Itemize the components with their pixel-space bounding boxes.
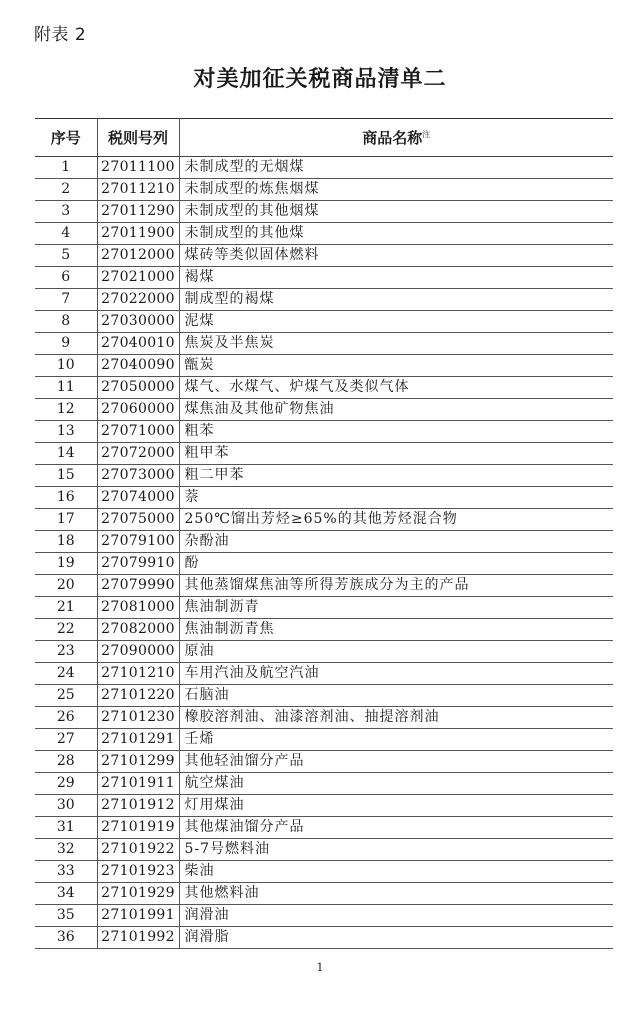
row-tariff-code: 27101929 xyxy=(97,883,179,905)
row-seq: 35 xyxy=(35,905,97,927)
row-tariff-code: 27101992 xyxy=(97,927,179,949)
row-tariff-code: 27040010 xyxy=(97,333,179,355)
row-seq: 30 xyxy=(35,795,97,817)
table-row xyxy=(35,531,613,553)
row-tariff-code: 27090000 xyxy=(97,641,179,663)
table-row xyxy=(35,157,613,179)
row-product-name: 泥煤 xyxy=(179,311,613,333)
table-row xyxy=(35,641,613,663)
row-seq: 21 xyxy=(35,597,97,619)
row-seq: 15 xyxy=(35,465,97,487)
table-row xyxy=(35,245,613,267)
row-product-name: 未制成型的无烟煤 xyxy=(179,157,613,179)
row-tariff-code: 27101299 xyxy=(97,751,179,773)
table-row xyxy=(35,509,613,531)
row-product-name: 原油 xyxy=(179,641,613,663)
row-tariff-code: 27011210 xyxy=(97,179,179,201)
table-row xyxy=(35,179,613,201)
row-product-name: 250℃馏出芳烃≥65%的其他芳烃混合物 xyxy=(179,509,613,531)
row-product-name: 粗苯 xyxy=(179,421,613,443)
header-seq: 序号 xyxy=(35,119,97,157)
row-tariff-code: 27101291 xyxy=(97,729,179,751)
row-product-name: 润滑脂 xyxy=(179,927,613,949)
row-seq: 19 xyxy=(35,553,97,575)
appendix-label: 附表 2 xyxy=(34,25,87,45)
row-tariff-code: 27022000 xyxy=(97,289,179,311)
row-product-name: 未制成型的其他烟煤 xyxy=(179,201,613,223)
row-seq: 4 xyxy=(35,223,97,245)
row-seq: 27 xyxy=(35,729,97,751)
row-seq: 2 xyxy=(35,179,97,201)
row-product-name: 车用汽油及航空汽油 xyxy=(179,663,613,685)
row-seq: 26 xyxy=(35,707,97,729)
row-seq: 36 xyxy=(35,927,97,949)
table-row xyxy=(35,707,613,729)
row-tariff-code: 27101923 xyxy=(97,861,179,883)
row-seq: 31 xyxy=(35,817,97,839)
row-product-name: 润滑油 xyxy=(179,905,613,927)
row-product-name: 制成型的褐煤 xyxy=(179,289,613,311)
table-row xyxy=(35,663,613,685)
table-body xyxy=(35,157,613,949)
row-seq: 11 xyxy=(35,377,97,399)
row-tariff-code: 27079910 xyxy=(97,553,179,575)
row-tariff-code: 27075000 xyxy=(97,509,179,531)
row-seq: 25 xyxy=(35,685,97,707)
table-row xyxy=(35,465,613,487)
table-row xyxy=(35,597,613,619)
row-tariff-code: 27101991 xyxy=(97,905,179,927)
row-product-name: 杂酚油 xyxy=(179,531,613,553)
table-row xyxy=(35,553,613,575)
row-product-name: 石脑油 xyxy=(179,685,613,707)
page-number: 1 xyxy=(316,961,324,974)
table-row xyxy=(35,795,613,817)
row-seq: 10 xyxy=(35,355,97,377)
row-product-name: 焦油制沥青 xyxy=(179,597,613,619)
row-product-name: 壬烯 xyxy=(179,729,613,751)
table-row xyxy=(35,377,613,399)
row-seq: 20 xyxy=(35,575,97,597)
table-header-row xyxy=(35,119,613,157)
header-name-text: 商品名称 xyxy=(362,129,423,147)
table-row xyxy=(35,223,613,245)
row-seq: 6 xyxy=(35,267,97,289)
row-tariff-code: 27040090 xyxy=(97,355,179,377)
table-row xyxy=(35,927,613,949)
row-product-name: 焦炭及半焦炭 xyxy=(179,333,613,355)
row-product-name: 5-7号燃料油 xyxy=(179,839,613,861)
row-product-name: 柴油 xyxy=(179,861,613,883)
row-seq: 22 xyxy=(35,619,97,641)
row-seq: 17 xyxy=(35,509,97,531)
table-row xyxy=(35,443,613,465)
table-row xyxy=(35,575,613,597)
row-seq: 29 xyxy=(35,773,97,795)
row-tariff-code: 27079990 xyxy=(97,575,179,597)
row-tariff-code: 27079100 xyxy=(97,531,179,553)
row-tariff-code: 27060000 xyxy=(97,399,179,421)
row-seq: 24 xyxy=(35,663,97,685)
row-product-name: 未制成型的其他煤 xyxy=(179,223,613,245)
row-seq: 34 xyxy=(35,883,97,905)
row-product-name: 未制成型的炼焦烟煤 xyxy=(179,179,613,201)
table-row xyxy=(35,267,613,289)
row-tariff-code: 27071000 xyxy=(97,421,179,443)
row-product-name: 其他燃料油 xyxy=(179,883,613,905)
row-tariff-code: 27072000 xyxy=(97,443,179,465)
row-product-name: 灯用煤油 xyxy=(179,795,613,817)
row-tariff-code: 27011100 xyxy=(97,157,179,179)
row-product-name: 其他煤油馏分产品 xyxy=(179,817,613,839)
row-seq: 18 xyxy=(35,531,97,553)
table-row xyxy=(35,751,613,773)
row-tariff-code: 27101919 xyxy=(97,817,179,839)
row-tariff-code: 27012000 xyxy=(97,245,179,267)
table-row xyxy=(35,685,613,707)
row-product-name: 粗二甲苯 xyxy=(179,465,613,487)
row-seq: 8 xyxy=(35,311,97,333)
row-seq: 1 xyxy=(35,157,97,179)
table-row xyxy=(35,311,613,333)
row-tariff-code: 27101922 xyxy=(97,839,179,861)
row-tariff-code: 27082000 xyxy=(97,619,179,641)
row-product-name: 粗甲苯 xyxy=(179,443,613,465)
row-seq: 3 xyxy=(35,201,97,223)
row-seq: 33 xyxy=(35,861,97,883)
row-product-name: 其他轻油馏分产品 xyxy=(179,751,613,773)
table-row xyxy=(35,905,613,927)
row-tariff-code: 27074000 xyxy=(97,487,179,509)
table-row xyxy=(35,883,613,905)
row-tariff-code: 27101912 xyxy=(97,795,179,817)
row-seq: 12 xyxy=(35,399,97,421)
tariff-list-table xyxy=(35,118,613,949)
table-row xyxy=(35,817,613,839)
row-tariff-code: 27073000 xyxy=(97,465,179,487)
table-row xyxy=(35,289,613,311)
row-tariff-code: 27081000 xyxy=(97,597,179,619)
row-tariff-code: 27101220 xyxy=(97,685,179,707)
row-product-name: 航空煤油 xyxy=(179,773,613,795)
header-name xyxy=(179,119,613,157)
row-product-name: 酚 xyxy=(179,553,613,575)
table-row xyxy=(35,421,613,443)
row-seq: 9 xyxy=(35,333,97,355)
row-product-name: 褐煤 xyxy=(179,267,613,289)
row-seq: 7 xyxy=(35,289,97,311)
table-row xyxy=(35,619,613,641)
document-title: 对美加征关税商品清单二 xyxy=(193,67,447,92)
row-product-name: 橡胶溶剂油、油漆溶剂油、抽提溶剂油 xyxy=(179,707,613,729)
row-product-name: 甑炭 xyxy=(179,355,613,377)
row-seq: 23 xyxy=(35,641,97,663)
row-tariff-code: 27101911 xyxy=(97,773,179,795)
header-code: 税则号列 xyxy=(97,119,179,157)
row-tariff-code: 27101210 xyxy=(97,663,179,685)
row-product-name: 萘 xyxy=(179,487,613,509)
row-product-name: 其他蒸馏煤焦油等所得芳族成分为主的产品 xyxy=(179,575,613,597)
row-tariff-code: 27030000 xyxy=(97,311,179,333)
table-row xyxy=(35,861,613,883)
table-row xyxy=(35,729,613,751)
row-product-name: 焦油制沥青焦 xyxy=(179,619,613,641)
row-tariff-code: 27101230 xyxy=(97,707,179,729)
header-name-note: 注 xyxy=(422,130,431,139)
table-row xyxy=(35,399,613,421)
row-product-name: 煤砖等类似固体燃料 xyxy=(179,245,613,267)
row-seq: 13 xyxy=(35,421,97,443)
row-seq: 32 xyxy=(35,839,97,861)
row-seq: 14 xyxy=(35,443,97,465)
table-row xyxy=(35,487,613,509)
row-product-name: 煤气、水煤气、炉煤气及类似气体 xyxy=(179,377,613,399)
row-seq: 5 xyxy=(35,245,97,267)
table-row xyxy=(35,773,613,795)
row-product-name: 煤焦油及其他矿物焦油 xyxy=(179,399,613,421)
row-seq: 16 xyxy=(35,487,97,509)
row-tariff-code: 27011900 xyxy=(97,223,179,245)
row-seq: 28 xyxy=(35,751,97,773)
table-row xyxy=(35,355,613,377)
table-row xyxy=(35,201,613,223)
table-row xyxy=(35,333,613,355)
row-tariff-code: 27050000 xyxy=(97,377,179,399)
row-tariff-code: 27011290 xyxy=(97,201,179,223)
table-row xyxy=(35,839,613,861)
row-tariff-code: 27021000 xyxy=(97,267,179,289)
